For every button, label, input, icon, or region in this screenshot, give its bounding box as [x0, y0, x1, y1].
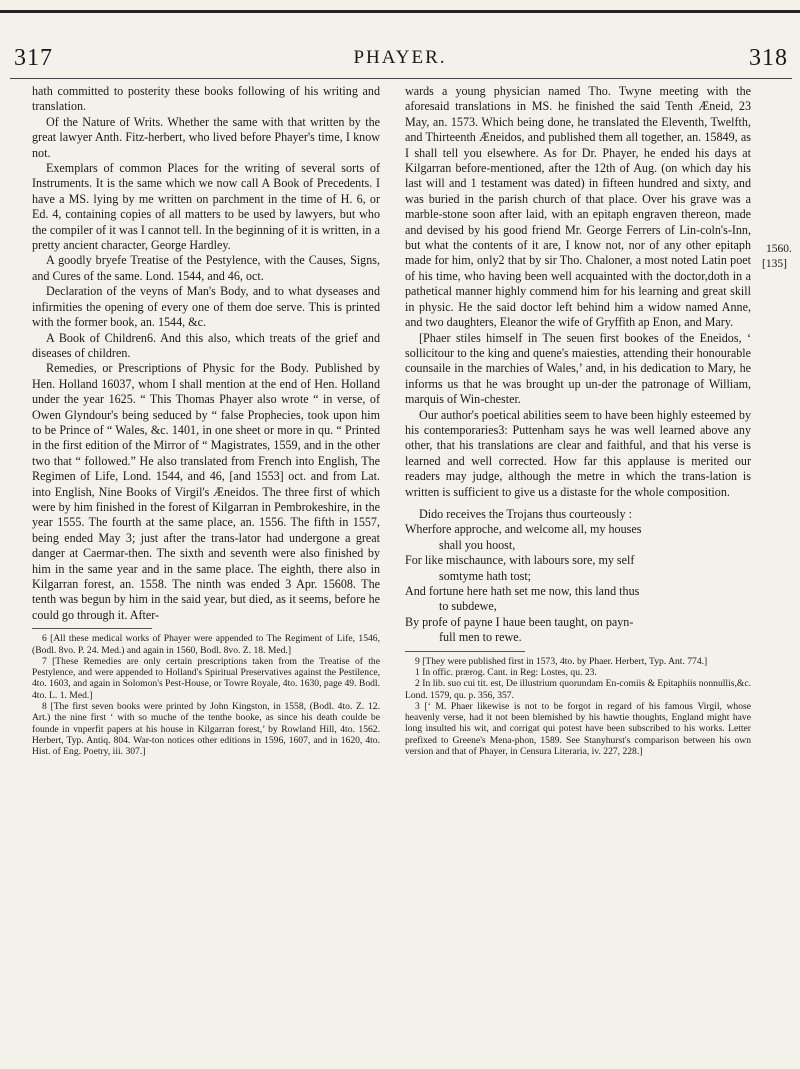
page-number-left: 317 [14, 45, 53, 71]
paragraph: A goodly bryefe Treatise of the Pestylence, with the Causes, Signs, and Cures of the same. Lond. 1544, and 46, oct. [32, 253, 380, 283]
paragraph: Remedies, or Prescriptions of Physic for the Body. Published by Hen. Holland 16037, whom I shall mention at the end of Hen. Holland under the year 1625. “ This Thomas Phayer also wrote “ in verse, of Owen Glyndour's being seduced by “ false Prophecies, took upon him to be Prince of “ Wales, &c. 1401, in one sheet or more in qu. “ Printed in the first edition of the Mirror of “ Magistrates, 1559, and in the other two that “ followed.” He also translated from French into English, The Regimen of Life, Lond. 1544, and 46, [and 1553] oct. and from Lat. into English, Nine Books of Virgil's Æneidos. The three first of which were by him finished in the forest of Kilgarran in Pembrokeshire, in the year 1555. The fourth at the same place, an. 1556. The fifth in 1557, being ended May 3; just after the trans-lator had undergone a great danger at Caermar-then. The sixth and seventh were also finished by him in the same year and in the same place. The eighth, there also in Kilgarran forest, an. 1558. The ninth was ended 3 Apr. 15608. The tenth was begun by him in the said year, but died, as it seems, before he could go through it. After- [32, 361, 380, 622]
footnote-rule [32, 628, 152, 629]
paragraph: [Phaer stiles himself in The seuen first bookes of the Eneidos, ‘ sollicitour to the king and quene's maiesties, attending their honourable counsaile in the marchies of Wales,’ and, in his dedication to Mary, he informs us that he was brought up un-der the patronage of William, marquis of Win-chester. [405, 330, 751, 407]
right-footnotes [405, 656, 751, 758]
footnote: 9 [They were published first in 1573, 4to. by Phaer. Herbert, Typ. Ant. 774.] [415, 655, 708, 667]
paragraph: wards a young physician named Tho. Twyne meeting with the aforesaid translations in MS. he finished the said Tenth Æneid, 23 May, an. 1573. Which being done, he translated the Eleventh, Twelfth, and Thirteenth Æneidos, and published them all together, an. 15849, as I shall tell you elsewhere. As for Dr. Phayer, he ended his days at Kilgarran before-mentioned, after the 12th of Aug. (on which day his last will and 1 testament was dated) in fifteen hundred and sixty, and was buried in the parish church of that place. Over his grave was a marble-stone soon after laid, with an epitaph engraven thereon, made and devised by his good friend Mr. George Ferrers of Lin-coln's-Inn, but what the contents of it are, I know not, nor of any other epitaph made for him, only2 that by sir Tho. Chaloner, a most noted Latin poet of his time, who having been well acquainted with the doctor,doth in a pathetical manner highly commend him for his learning and great skill in physic. He the said doctor left behind him a widow named Anne, and two daughters, Eleanor the wife of Gryffith ap Enon, and Mary. [405, 84, 751, 330]
footnote: 3 [‘ M. Phaer likewise is not to be forgot in regard of his famous Virgil, whose heavenly verse, had it not been blemished by his hawtie thoughts, England might have long insulted his wit, and corrigat qui potest have been subscribed to his works. Letter prefixed to Greene's Mena-phon, 1589. See Stanyhurst's comparison between his own version and that of Phayer, in Censura Literaria, iv. 227, 228.] [405, 700, 751, 757]
footnote-rule [405, 651, 525, 652]
verse-line: By profe of payne I haue been taught, on payn- [405, 614, 634, 629]
verse-line: somtyme hath tost; [439, 568, 532, 583]
top-rule [0, 10, 800, 13]
verse-line: Wherfore approche, and welcome all, my houses [405, 522, 642, 537]
footnote: 2 In lib. suo cui tit. est, De illustrium quorundam En-comiis & Epitaphiis nonnullis,&c. Lond. 1579, qu. p. 356, 357. [405, 678, 751, 701]
verse-line: full men to rewe. [439, 630, 522, 645]
top-border [0, 0, 800, 40]
left-column [32, 84, 380, 757]
paragraph: Dido receives the Trojans thus courteously : [419, 506, 632, 521]
paragraph: Of the Nature of Writs. Whether the same with that written by the great lawyer Anth. Fitz-herbert, who lived before Phayer's time, I know not. [32, 114, 380, 160]
running-head: PHAYER. [353, 47, 447, 68]
page-number-right: 318 [749, 45, 788, 71]
margin-note-year: 1560. [766, 243, 792, 255]
footnote: 8 [The first seven books were printed by John Kingston, in 1558, (Bodl. 4to. Z. 12. Art.) the nine first ‘ with so muche of the tenthe booke, as since his death coulde be founde in vnperfit papers at his house in Kilgarran forest,’ by Rowland Hill, 4to. 1562. Herbert, Typ. Antiq. 804. War-ton notices other editions in 1596, 1607, and in 1620, 4to. Hist. of Eng. Poetry, iii. 307.] [32, 701, 380, 758]
margin-note-page: [135] [762, 258, 787, 270]
verse-line: shall you hoost, [439, 537, 516, 552]
right-column [405, 84, 751, 757]
header-rule [10, 78, 792, 79]
footnote: 1 In offic. prærog. Cant. in Reg: Lostes, qu. 23. [415, 666, 597, 678]
verse-block [405, 522, 751, 645]
paragraph: A Book of Children6. And this also, which treats of the grief and diseases of children. [32, 330, 380, 360]
verse-line: And fortune here hath set me now, this land thus [405, 584, 640, 598]
verse-line: to subdewe, [439, 599, 497, 614]
paragraph: Exemplars of common Places for the writing of several sorts of Instruments. It is the same which we now call A Book of Precedents. I have a MS. lying by me written on parchment in the time of H. 6, or Ed. 4, containing copies of all matters to be used by lawyers, but who the compiler of it was I cannot tell. In the beginning of it is written, in a pretty ancient character, George Hardley. [32, 161, 380, 253]
paragraph: hath committed to posterity these books following of his writing and translation. [32, 84, 380, 114]
verse-line: For like mischaunce, with labours sore, my self [405, 553, 635, 568]
footnote: 7 [These Remedies are only certain prescriptions taken from the Treatise of the Pestylence, and were appended to Holland's Spiritual Preservatives against the Pestilence, 4to. 1603, and again in Solomon's Pest-House, or Towre Royale, 4to. 1630, page 49. Bodl. 4to. L. 1. Med.] [32, 655, 380, 701]
footnote: 6 [All these medical works of Phayer were appended to The Regiment of Life, 1546, (Bodl. 8vo. P. 24. Med.) and again in 1560, Bodl. 8vo. Z. 18. Med.] [32, 633, 380, 656]
left-footnotes [32, 633, 380, 757]
paragraph: Declaration of the veyns of Man's Body, and to what dyseases and infirmities the opening of every one of them doe serve. This is printed with the former book, an. 1544, &c. [32, 284, 380, 330]
paragraph: Our author's poetical abilities seem to have been highly esteemed by his contemporaries3: Puttenham says he was well learned above any other, that his translations are clear and faithful, and that his verse is learned and well corrected. How far this applause is merited our readers may judge, although the metre in which the trans-lation is written is sufficient to give us a distaste for the whole composition. [405, 407, 751, 499]
